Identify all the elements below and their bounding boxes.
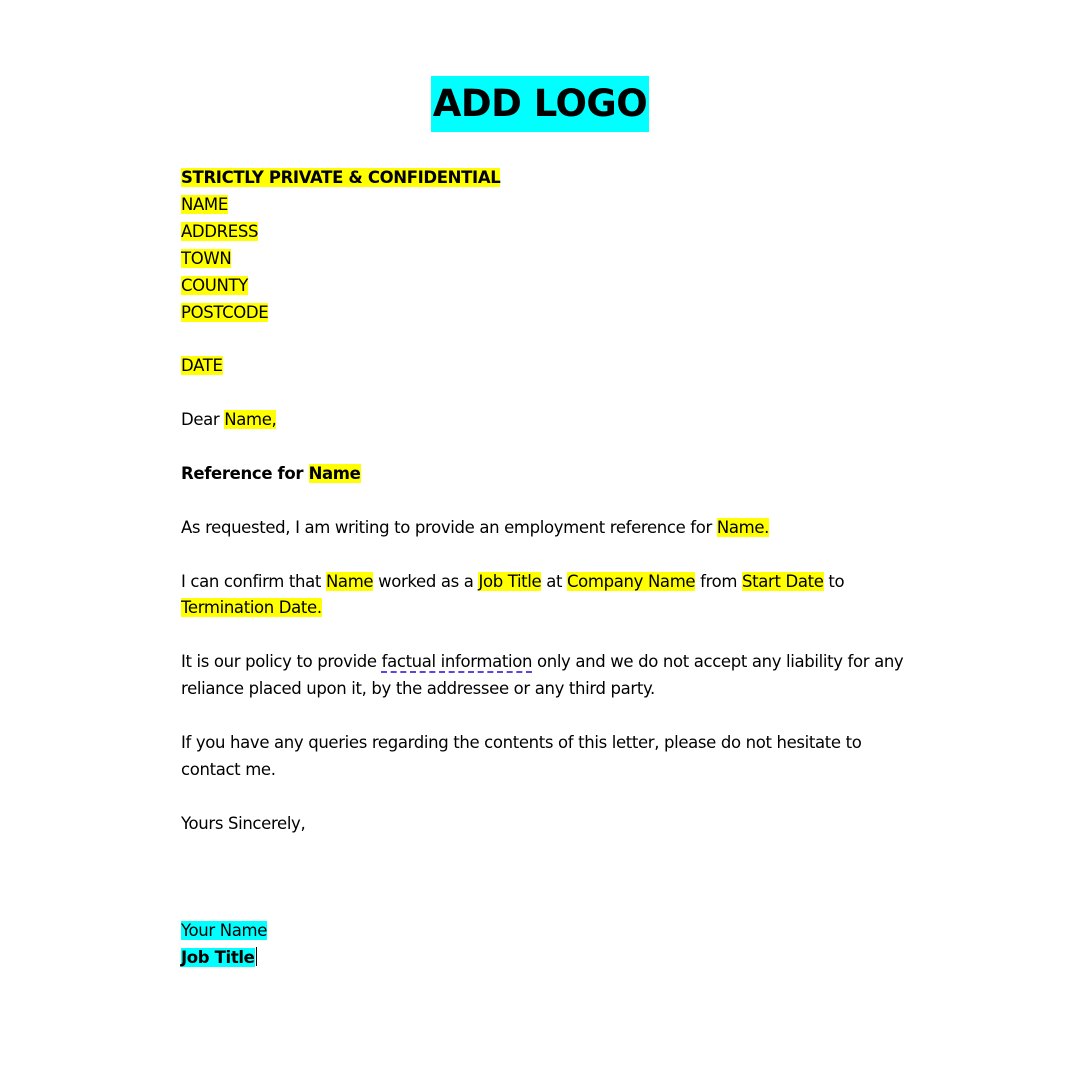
policy-text: only and we do not accept any liability for any <box>532 652 904 672</box>
confirm-name: Name <box>325 571 374 591</box>
closing: Yours Sincerely, <box>181 813 306 833</box>
recipient-postcode: POSTCODE <box>181 302 269 322</box>
paragraph-confirm-line-1 <box>181 569 901 596</box>
signature-job-title: Job Title <box>181 948 255 968</box>
policy-text: It is our policy to provide <box>181 652 382 672</box>
recipient-town-line <box>181 246 901 273</box>
confirm-start-date: Start Date <box>742 571 824 591</box>
confidential-line <box>181 165 901 192</box>
confirm-company-name: Company Name <box>567 571 696 591</box>
salutation-name: Name, <box>224 410 277 430</box>
grammar-flagged-phrase[interactable]: factual information <box>381 652 533 672</box>
recipient-county-line <box>181 273 901 300</box>
confirm-text: I can confirm that <box>181 571 326 591</box>
paragraph-queries-line-1: If you have any queries regarding the contents of this letter, please do not hesitate to <box>181 732 862 752</box>
spacer <box>181 380 901 407</box>
paragraph-policy-line-2: reliance placed upon it, by the addressee or any third party. <box>181 679 655 699</box>
confirm-text: from <box>695 571 743 591</box>
paragraph-request-text: As requested, I am writing to provide an employment reference for <box>181 517 717 537</box>
recipient-name: NAME <box>181 194 228 214</box>
confirm-job-title: Job Title <box>478 571 542 591</box>
logo-placeholder[interactable]: ADD LOGO <box>431 76 649 132</box>
spacer <box>181 622 901 649</box>
confirm-text: worked as a <box>373 571 479 591</box>
text-cursor <box>256 947 257 966</box>
confirm-termination-date: Termination Date. <box>181 598 322 618</box>
subject-prefix: Reference for <box>181 463 309 483</box>
paragraph-request-name: Name. <box>716 517 770 537</box>
recipient-address: ADDRESS <box>181 221 259 241</box>
salutation-prefix: Dear <box>181 410 225 430</box>
confidential-label: STRICTLY PRIVATE & CONFIDENTIAL <box>181 168 501 187</box>
logo-area <box>0 76 1080 132</box>
signature-space <box>181 838 901 919</box>
letter-date: DATE <box>181 356 223 376</box>
recipient-town: TOWN <box>181 248 232 268</box>
letter-body[interactable] <box>181 165 904 972</box>
paragraph-request <box>181 515 901 542</box>
spacer <box>181 434 901 461</box>
subject-line <box>181 461 901 488</box>
spacer <box>181 542 901 569</box>
signature-name-line <box>181 918 901 945</box>
spacer <box>181 703 901 730</box>
signature-title-line <box>181 945 901 972</box>
salutation <box>181 407 901 434</box>
recipient-postcode-line <box>181 300 901 327</box>
recipient-address-line <box>181 219 901 246</box>
confirm-text: to <box>823 571 845 591</box>
spacer <box>181 488 901 515</box>
confirm-text: at <box>541 571 567 591</box>
subject-name: Name <box>308 463 361 483</box>
spacer <box>181 326 901 353</box>
paragraph-policy-line-1 <box>181 649 904 676</box>
recipient-county: COUNTY <box>181 275 248 295</box>
paragraph-queries-line-2: contact me. <box>181 759 276 779</box>
date-line <box>181 353 901 380</box>
spacer <box>181 784 901 811</box>
signature-name: Your Name <box>181 921 267 941</box>
paragraph-confirm-line-2 <box>181 595 901 622</box>
recipient-name-line <box>181 192 901 219</box>
